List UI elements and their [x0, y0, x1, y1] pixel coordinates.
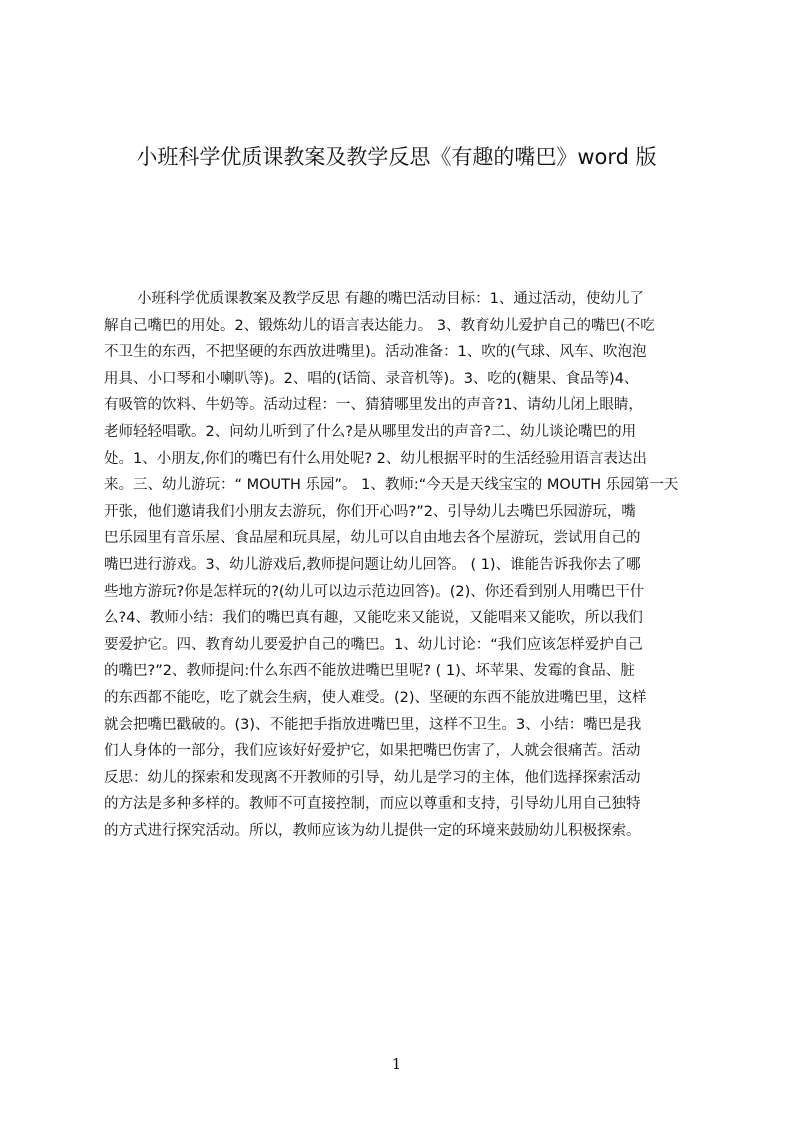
body-line: 巴乐园里有音乐屋、食品屋和玩具屋，幼儿可以自由地去各个屋游玩，尝试用自己的 — [104, 530, 641, 547]
body-line: 们人身体的一部分，我们应该好好爱护它，如果把嘴巴伤害了，人就会很痛苦。活动 — [104, 743, 641, 760]
body-line: 解自己嘴巴的用处。2、锻炼幼儿的语言表达能力。 3、教育幼儿爱护自己的嘴巴(不吃 — [104, 317, 655, 334]
body-line: 反思：幼儿的探索和发现离不开教师的引导，幼儿是学习的主体，他们选择探索活动 — [104, 769, 641, 786]
body-line: 用具、小口琴和小喇叭等)。2、唱的(话筒、录音机等)。3、吃的(糖果、食品等)4、 — [104, 370, 639, 387]
body-line: 小班科学优质课教案及教学反思 有趣的嘴巴活动目标：1、通过活动，使幼儿了 — [137, 291, 644, 307]
body-line: 有吸管的饮料、牛奶等。活动过程：一、猜猜哪里发出的声音?1、请幼儿闭上眼睛， — [104, 397, 643, 414]
body-line: 处。1、小朋友,你们的嘴巴有什么用处呢? 2、幼儿根据平时的生活经验用语言表达出 — [104, 450, 647, 467]
body-line: 开张，他们邀请我们小朋友去游玩，你们开心吗?”2、引导幼儿去嘴巴乐园游玩，嘴 — [104, 503, 636, 520]
body-line: 要爱护它。四、教育幼儿要爱护自己的嘴巴。1、幼儿讨论：“我们应该怎样爱护自己 — [104, 636, 643, 653]
body-line: 就会把嘴巴戳破的。(3)、不能把手指放进嘴巴里，这样不卫生。3、小结：嘴巴是我 — [104, 716, 642, 733]
body-line: 不卫生的东西，不把坚硬的东西放进嘴里)。活动准备：1、吹的(气球、风车、吹泡泡 — [104, 344, 647, 361]
body-line: 的方式进行探究活动。所以，教师应该为幼儿提供一定的环境来鼓励幼儿积极探索。 — [104, 822, 641, 839]
body-line: 的东西都不能吃，吃了就会生病，使人难受。(2)、坚硬的东西不能放进嘴巴里，这样 — [104, 689, 647, 706]
body-line: 老师轻轻唱歌。2、问幼儿听到了什么?是从哪里发出的声音?二、幼儿谈论嘴巴的用 — [104, 423, 637, 440]
body-line: 来。三、幼儿游玩：“ MOUTH 乐园”。 1、教师:“今天是天线宝宝的 MOUTH 乐园第一天 — [104, 477, 679, 494]
body-line: 些地方游玩?你是怎样玩的?(幼儿可以边示范边回答)。(2)、你还看到别人用嘴巴干什 — [104, 583, 645, 600]
body-text — [104, 286, 698, 844]
body-line: 的方法是多种多样的。教师不可直接控制，而应以尊重和支持，引导幼儿用自己独特 — [104, 796, 641, 813]
body-line: 么?4、教师小结：我们的嘴巴真有趣，又能吃来又能说，又能唱来又能吹，所以我们 — [104, 610, 643, 627]
page-title: 小班科学优质课教案及教学反思《有趣的嘴巴》word 版 — [136, 145, 657, 169]
body-line: 的嘴巴?”2、教师提问:什么东西不能放进嘴巴里呢? ( 1)、坏苹果、发霉的食品、脏 — [104, 663, 635, 680]
page-number: 1 — [391, 1055, 402, 1073]
body-line: 嘴巴进行游戏。3、幼儿游戏后,教师提问题让幼儿回答。 ( 1)、谁能告诉我你去了哪 — [104, 556, 641, 573]
